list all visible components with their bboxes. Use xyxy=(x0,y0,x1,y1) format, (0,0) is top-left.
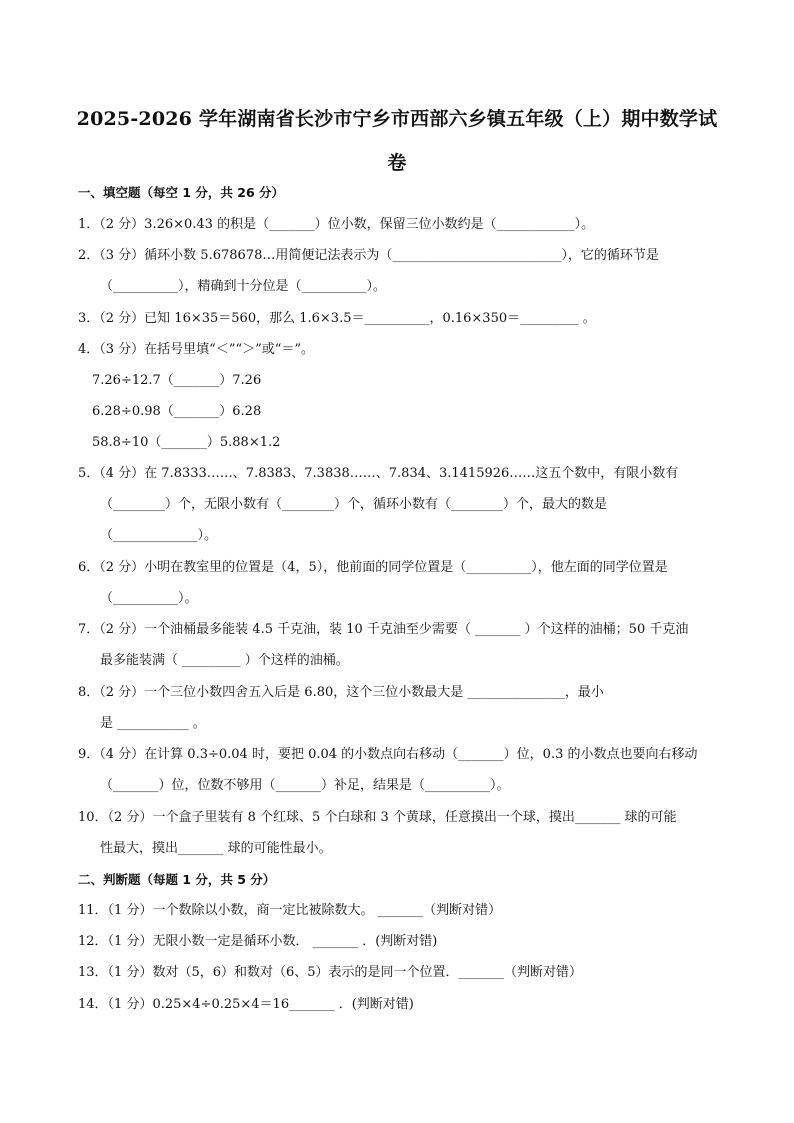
question-12: 12．（1 分）无限小数一定是循环小数． _______ ．(判断对错) xyxy=(78,934,438,949)
question-13: 13．（1 分）数对（5，6）和数对（6、5）表示的是同一个位置．_______（判断对错） xyxy=(78,965,583,980)
question-4-item-2: 6.28÷0.98（_______）6.28 xyxy=(92,404,262,419)
question-5-cont: （________）个，无限小数有（________）个，循环小数有（________）个，最大的数是 xyxy=(100,497,608,512)
question-2: 2．（3 分）循环小数 5.678678…用简便记法表示为（__________________________），它的循环节是 xyxy=(78,248,659,263)
question-10-cont: 性最大，摸出_______ 球的可能性最小。 xyxy=(100,841,332,856)
section-heading-fill-in: 一、填空题（每空 1 分，共 26 分） xyxy=(78,185,285,200)
question-4-item-3: 58.8÷10（_______）5.88×1.2 xyxy=(92,435,281,450)
question-10: 10．（2 分）一个盒子里装有 8 个红球、5 个白球和 3 个黄球，任意摸出一个球，摸出_______ 球的可能 xyxy=(78,810,677,825)
question-7-cont: 最多能装满（ _________ ）个这样的油桶。 xyxy=(100,653,349,668)
question-4-item-1: 7.26÷12.7（_______）7.26 xyxy=(92,373,262,388)
question-7: 7．（2 分）一个油桶最多能装 4.5 千克油，装 10 千克油至少需要（ _______ ）个这样的油桶；50 千克油 xyxy=(78,622,689,637)
question-9: 9．（4 分）在计算 0.3÷0.04 时，要把 0.04 的小数点向右移动（_______）位，0.3 的小数点也要向右移动 xyxy=(78,747,698,762)
question-8: 8．（2 分）一个三位小数四舍五入后是 6.80，这个三位小数最大是 _______________，最小 xyxy=(78,685,604,700)
question-6: 6．（2 分）小明在教室里的位置是（4，5），他前面的同学位置是（__________），他左面的同学位置是 xyxy=(78,560,668,575)
question-9-cont: （_______）位，位数不够用（_______）补足，结果是（__________）。 xyxy=(100,778,510,793)
section-heading-true-false: 二、判断题（每题 1 分，共 5 分） xyxy=(78,872,276,887)
question-14: 14．（1 分）0.25×4÷0.25×4＝16_______ ．(判断对错) xyxy=(78,997,414,1012)
question-4: 4．（3 分）在括号里填“＜”“＞”或“＝”。 xyxy=(78,342,315,357)
question-5-cont-2: （_____________）。 xyxy=(100,528,218,543)
page-title-continued: 卷 xyxy=(387,152,407,174)
question-5: 5．（4 分）在 7.8333……、7.8383、7.3838……、7.834、3.1415926……这五个数中，有限小数有 xyxy=(78,466,679,481)
question-2-cont: （__________），精确到十分位是（__________）。 xyxy=(100,279,387,294)
question-8-cont: 是 ___________ 。 xyxy=(100,716,206,731)
question-6-cont: （__________）。 xyxy=(100,591,198,606)
question-11: 11．（1 分）一个数除以小数，商一定比被除数大。 _______（判断对错） xyxy=(78,903,502,918)
question-3: 3．（2 分）已知 16×35＝560，那么 1.6×3.5＝__________，0.16×350＝_________ 。 xyxy=(78,311,596,326)
question-1: 1．（2 分）3.26×0.43 的积是（_______）位小数，保留三位小数约是（____________）。 xyxy=(78,217,595,232)
page-title: 2025-2026 学年湖南省长沙市宁乡市西部六乡镇五年级（上）期中数学试 xyxy=(76,108,718,130)
